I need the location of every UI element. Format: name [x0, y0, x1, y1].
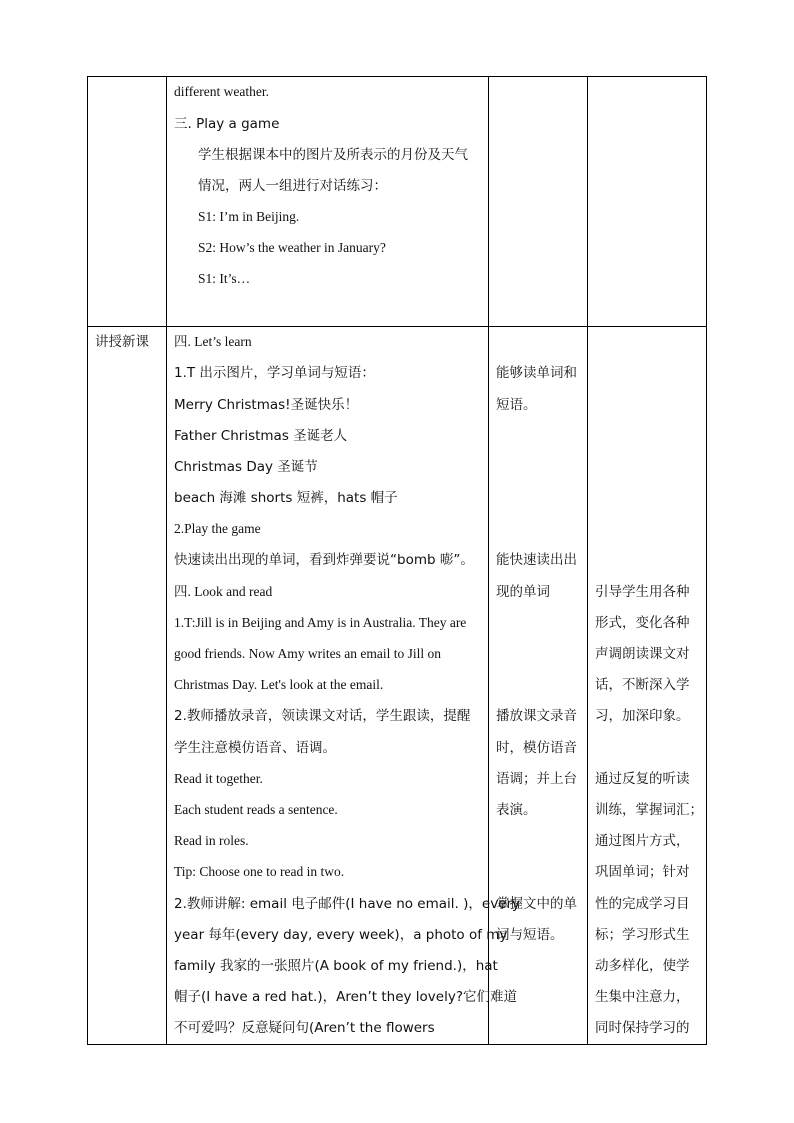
process-line: 学生注意模仿语音、语调。: [174, 740, 336, 756]
process-heading: 四. Look and read: [174, 584, 273, 599]
design-intent-line: 巩固单词；针对: [595, 864, 690, 880]
process-line: different weather.: [174, 84, 269, 99]
process-line: family 我家的一张照片(A book of my friend.)，hat: [174, 958, 498, 974]
design-intent-line: 通过反复的听读: [595, 771, 690, 787]
student-activity-line: 词与短语。: [496, 927, 564, 943]
table-right-border: [706, 76, 707, 1045]
student-activity-line: 时，模仿语音: [496, 740, 577, 756]
column-divider-3: [587, 76, 588, 1045]
process-line: Christmas Day. Let's look at the email.: [174, 677, 384, 692]
vocab-line: Father Christmas 圣诞老人: [174, 428, 348, 444]
student-activity-line: 现的单词: [496, 584, 550, 600]
design-intent-line: 同时保持学习的: [595, 1020, 690, 1036]
table-bottom-border: [87, 1044, 707, 1045]
vocab-line: Christmas Day 圣诞节: [174, 459, 318, 475]
design-intent-line: 训练，掌握词汇；: [595, 802, 703, 818]
design-intent-line: 生集中注意力，: [595, 989, 690, 1005]
process-line: 情况，两人一组进行对话练习：: [198, 178, 387, 194]
process-line: 2.教师讲解: email 电子邮件(I have no email. )，every: [174, 896, 521, 912]
design-intent-line: 声调朗读课文对: [595, 646, 690, 662]
process-heading: 四. Let’s learn: [174, 334, 252, 349]
student-activity-line: 能够读单词和: [496, 365, 577, 381]
process-line: 1.T 出示图片，学习单词与短语：: [174, 365, 375, 381]
design-intent-line: 标；学习形式生: [595, 927, 690, 943]
process-line: 2.教师播放录音，领读课文对话，学生跟读，提醒: [174, 708, 471, 724]
process-heading: 三. Play a game: [174, 116, 280, 132]
design-intent-line: 引导学生用各种: [595, 584, 690, 600]
process-line: 快速读出出现的单词，看到炸弹要说“bomb 嘭”。: [174, 552, 474, 568]
dialogue-line: S1: It’s…: [198, 271, 251, 286]
student-activity-line: 能快速读出出: [496, 552, 577, 568]
design-intent-line: 习，加深印象。: [595, 708, 690, 724]
design-intent-line: 动多样化，使学: [595, 958, 690, 974]
process-line: Each student reads a sentence.: [174, 802, 338, 817]
process-line: good friends. Now Amy writes an email to Jill on: [174, 646, 441, 661]
table-top-border: [87, 76, 707, 77]
process-line: Read in roles.: [174, 833, 249, 848]
dialogue-line: S2: How’s the weather in January?: [198, 240, 386, 255]
table-left-border: [87, 76, 88, 1045]
student-activity-line: 表演。: [496, 802, 537, 818]
design-intent-line: 形式，变化各种: [595, 615, 690, 631]
lesson-plan-table: [87, 76, 707, 1045]
row-divider: [87, 326, 707, 327]
student-activity-line: 播放课文录音: [496, 708, 577, 724]
process-line: year 每年(every day, every week)，a photo of my: [174, 927, 508, 943]
process-line: 帽子(I have a red hat.)，Aren’t they lovely?它们难道: [174, 989, 517, 1005]
column-divider-1: [166, 76, 167, 1045]
student-activity-line: 掌握文中的单: [496, 896, 577, 912]
stage-label: 讲授新课: [95, 334, 149, 350]
process-line: Read it together.: [174, 771, 263, 786]
design-intent-line: 话，不断深入学: [595, 677, 690, 693]
dialogue-line: S1: I’m in Beijing.: [198, 209, 300, 224]
vocab-line: Merry Christmas!圣诞快乐！: [174, 397, 359, 413]
student-activity-line: 短语。: [496, 397, 537, 413]
process-line: 1.T:Jill is in Beijing and Amy is in Australia. They are: [174, 615, 467, 630]
process-line: 不可爱吗？反意疑问句(Aren’t the flowers: [174, 1020, 435, 1036]
design-intent-line: 性的完成学习目: [595, 896, 690, 912]
process-line: 学生根据课本中的图片及所表示的月份及天气: [198, 147, 468, 163]
student-activity-line: 语调；并上台: [496, 771, 577, 787]
process-line: Tip: Choose one to read in two.: [174, 864, 345, 879]
process-line: 2.Play the game: [174, 521, 261, 536]
design-intent-line: 通过图片方式，: [595, 833, 690, 849]
vocab-line: beach 海滩 shorts 短裤，hats 帽子: [174, 490, 398, 506]
